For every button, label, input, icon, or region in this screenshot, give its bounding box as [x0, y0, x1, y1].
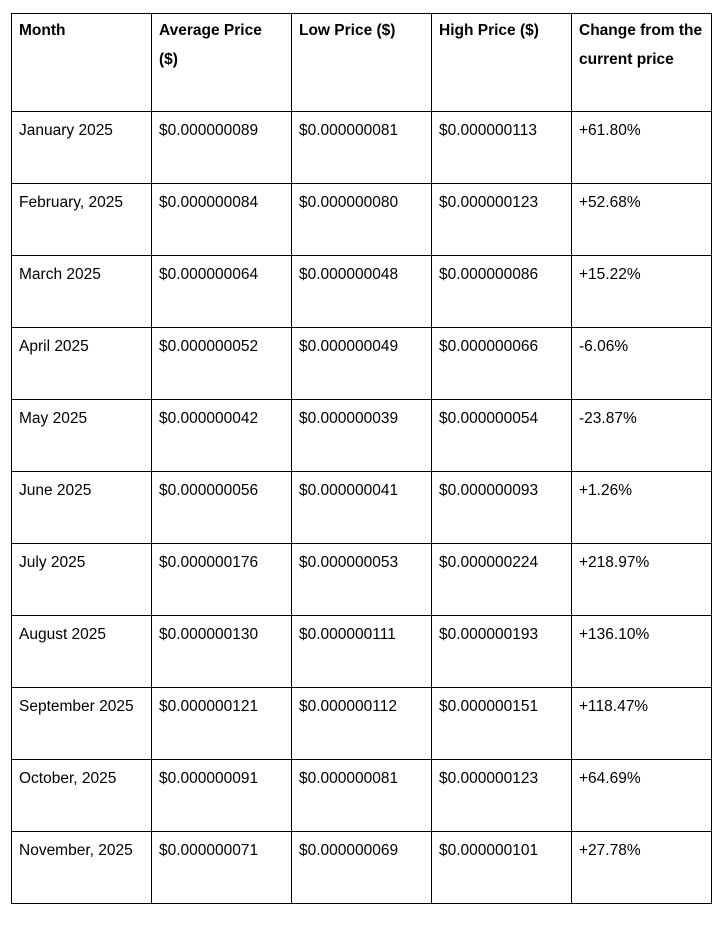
cell-high-price: $0.000000123: [432, 760, 572, 832]
cell-high-price: $0.000000093: [432, 472, 572, 544]
table-row: [12, 400, 712, 472]
cell-low-price: $0.000000048: [292, 256, 432, 328]
table-row: [12, 760, 712, 832]
cell-month: March 2025: [12, 256, 152, 328]
cell-month: June 2025: [12, 472, 152, 544]
cell-average-price: $0.000000130: [152, 616, 292, 688]
cell-month: September 2025: [12, 688, 152, 760]
cell-month: August 2025: [12, 616, 152, 688]
table-body: [12, 112, 712, 904]
cell-change: +27.78%: [572, 832, 712, 904]
table-row: [12, 688, 712, 760]
header-low-price: Low Price ($): [292, 14, 432, 112]
cell-high-price: $0.000000066: [432, 328, 572, 400]
cell-low-price: $0.000000111: [292, 616, 432, 688]
table-row: [12, 184, 712, 256]
cell-month: October, 2025: [12, 760, 152, 832]
table-row: [12, 256, 712, 328]
cell-change: +52.68%: [572, 184, 712, 256]
cell-change: +61.80%: [572, 112, 712, 184]
header-month: Month: [12, 14, 152, 112]
cell-change: +64.69%: [572, 760, 712, 832]
cell-average-price: $0.000000084: [152, 184, 292, 256]
header-row: [12, 14, 712, 112]
cell-high-price: $0.000000113: [432, 112, 572, 184]
price-prediction-table: [11, 13, 712, 904]
cell-high-price: $0.000000086: [432, 256, 572, 328]
cell-month: May 2025: [12, 400, 152, 472]
cell-high-price: $0.000000101: [432, 832, 572, 904]
cell-low-price: $0.000000080: [292, 184, 432, 256]
cell-average-price: $0.000000176: [152, 544, 292, 616]
cell-average-price: $0.000000056: [152, 472, 292, 544]
cell-average-price: $0.000000089: [152, 112, 292, 184]
cell-high-price: $0.000000123: [432, 184, 572, 256]
cell-average-price: $0.000000071: [152, 832, 292, 904]
cell-month: January 2025: [12, 112, 152, 184]
table-row: [12, 832, 712, 904]
cell-average-price: $0.000000052: [152, 328, 292, 400]
cell-low-price: $0.000000081: [292, 112, 432, 184]
cell-change: -23.87%: [572, 400, 712, 472]
table-row: [12, 328, 712, 400]
cell-low-price: $0.000000069: [292, 832, 432, 904]
price-prediction-table-container: [11, 13, 712, 904]
table-row: [12, 544, 712, 616]
header-high-price: High Price ($): [432, 14, 572, 112]
cell-low-price: $0.000000041: [292, 472, 432, 544]
cell-high-price: $0.000000224: [432, 544, 572, 616]
header-average-price: Average Price ($): [152, 14, 292, 112]
cell-change: +118.47%: [572, 688, 712, 760]
cell-low-price: $0.000000049: [292, 328, 432, 400]
cell-low-price: $0.000000081: [292, 760, 432, 832]
cell-average-price: $0.000000121: [152, 688, 292, 760]
cell-low-price: $0.000000053: [292, 544, 432, 616]
cell-low-price: $0.000000112: [292, 688, 432, 760]
cell-average-price: $0.000000042: [152, 400, 292, 472]
cell-change: +1.26%: [572, 472, 712, 544]
cell-change: -6.06%: [572, 328, 712, 400]
cell-change: +136.10%: [572, 616, 712, 688]
cell-high-price: $0.000000054: [432, 400, 572, 472]
cell-change: +15.22%: [572, 256, 712, 328]
cell-month: July 2025: [12, 544, 152, 616]
cell-average-price: $0.000000091: [152, 760, 292, 832]
cell-average-price: $0.000000064: [152, 256, 292, 328]
table-row: [12, 472, 712, 544]
cell-change: +218.97%: [572, 544, 712, 616]
cell-month: November, 2025: [12, 832, 152, 904]
cell-month: April 2025: [12, 328, 152, 400]
cell-month: February, 2025: [12, 184, 152, 256]
table-row: [12, 112, 712, 184]
header-change: Change from the current price: [572, 14, 712, 112]
cell-high-price: $0.000000151: [432, 688, 572, 760]
cell-high-price: $0.000000193: [432, 616, 572, 688]
table-row: [12, 616, 712, 688]
table-header: [12, 14, 712, 112]
cell-low-price: $0.000000039: [292, 400, 432, 472]
